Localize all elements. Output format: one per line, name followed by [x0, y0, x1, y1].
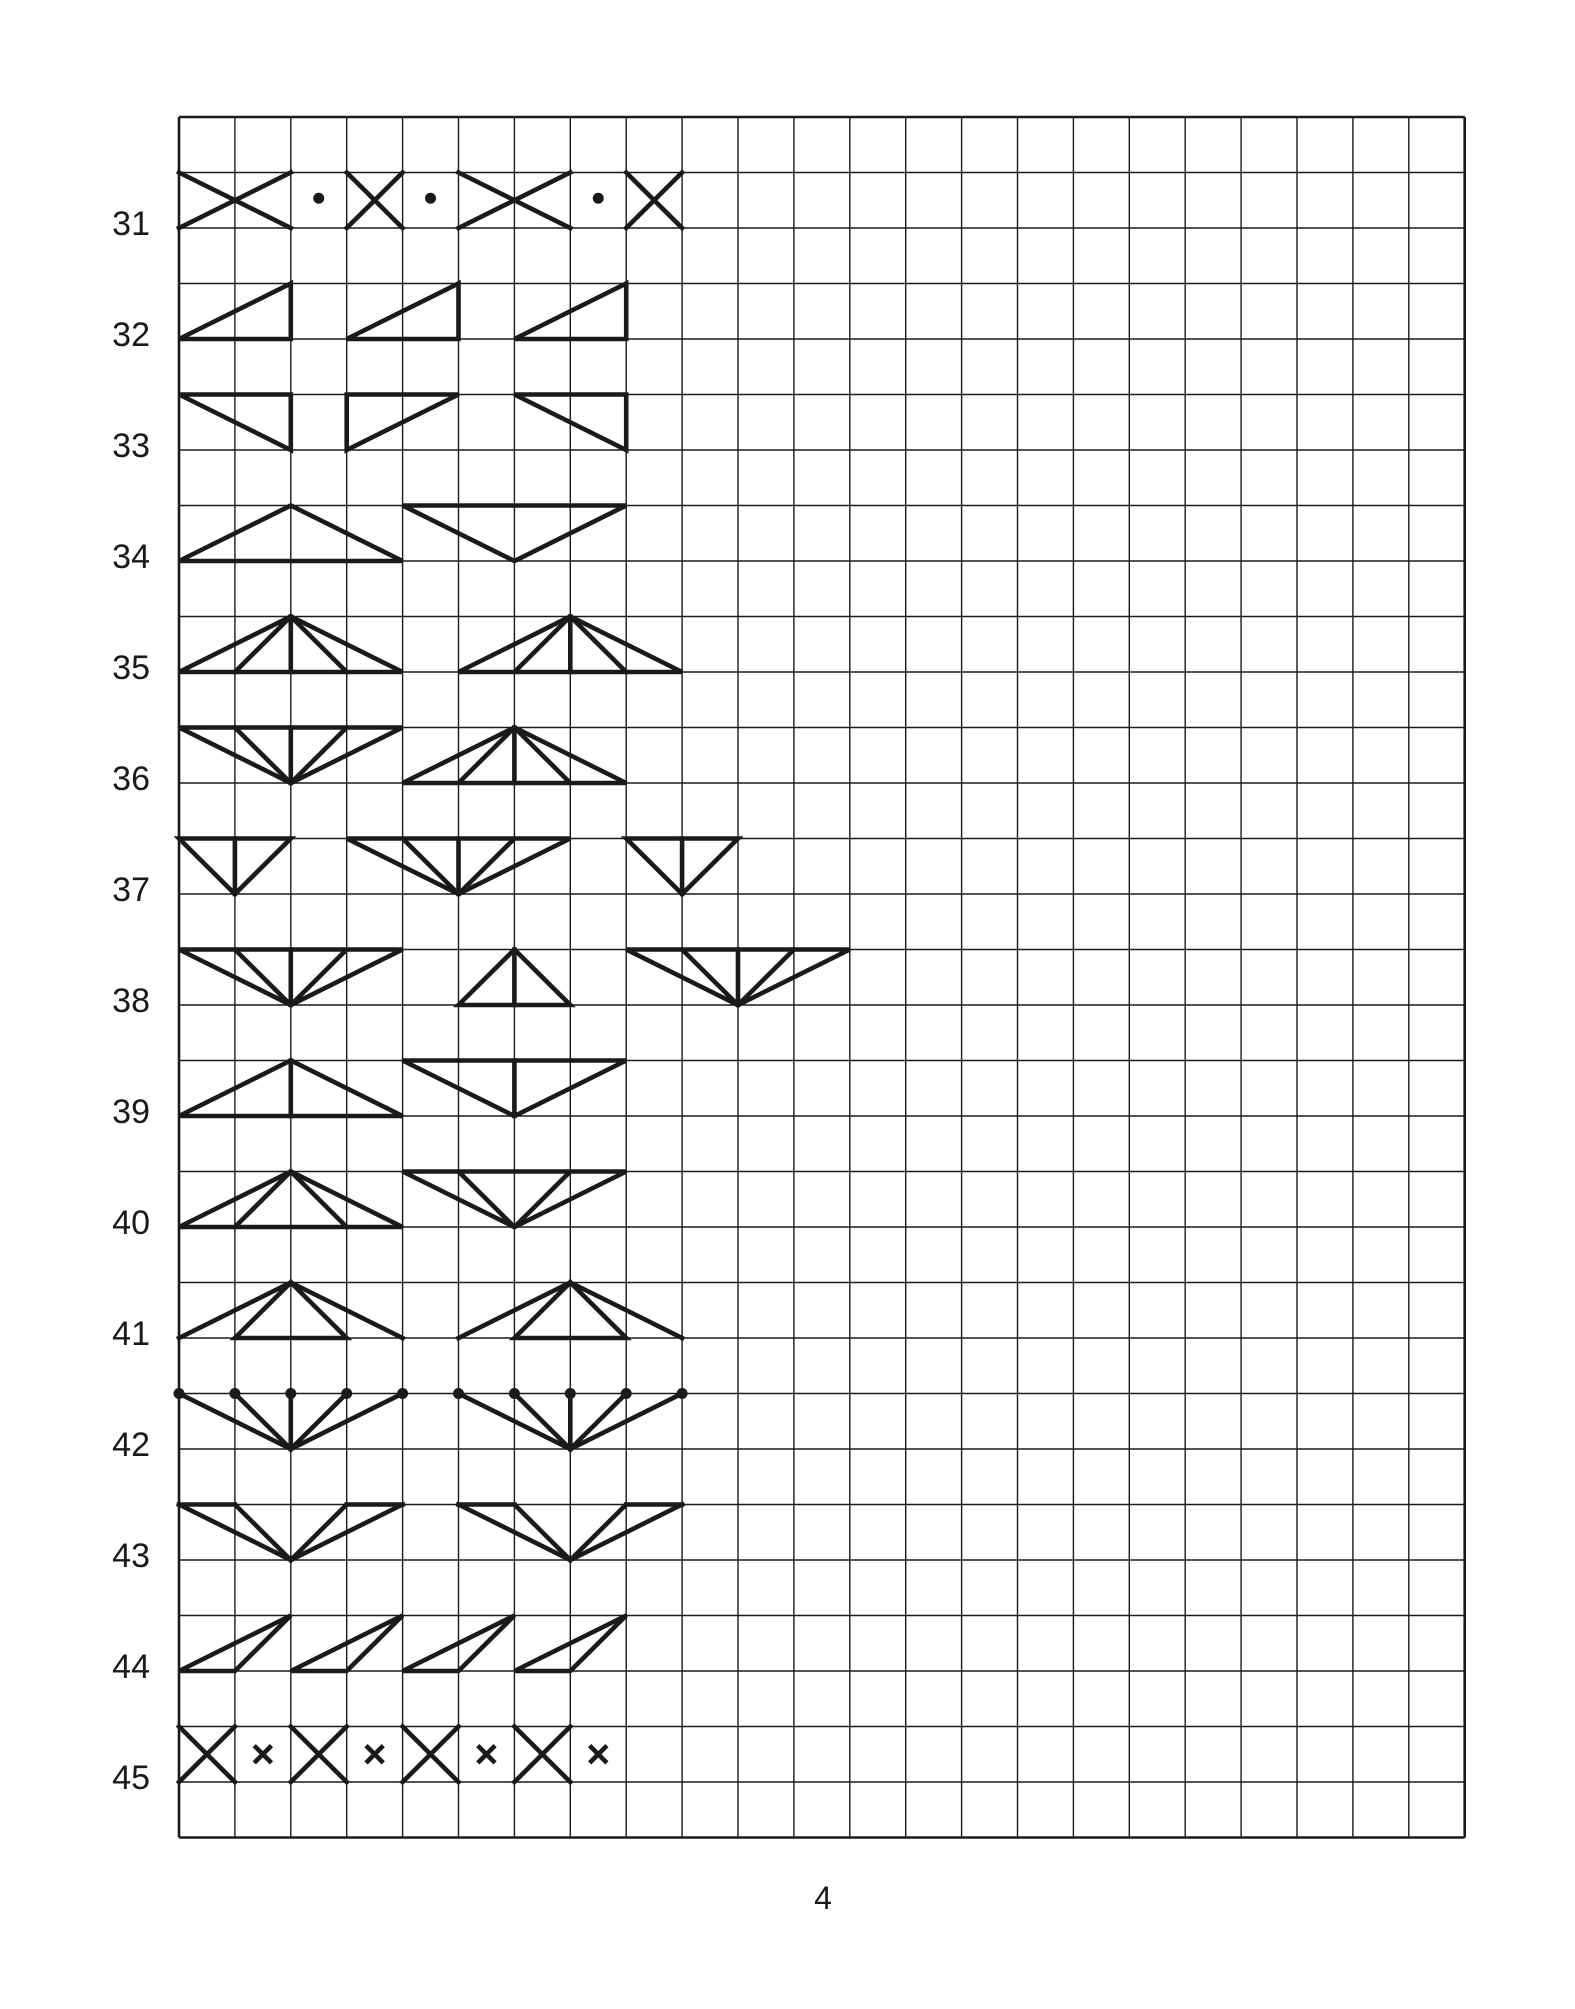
row-label: 36: [112, 760, 150, 798]
row-label: 43: [112, 1537, 150, 1575]
dot-fan-dot: [621, 1388, 632, 1399]
dot-fan-dot: [677, 1388, 688, 1399]
fan-spoke: [235, 1172, 291, 1228]
row-label: 39: [112, 1093, 150, 1131]
stitch-row: [179, 617, 682, 673]
fan-spoke: [291, 617, 347, 673]
dot-fan-spoke: [235, 1394, 291, 1450]
stitch-row: [174, 1388, 688, 1449]
row-label: 41: [112, 1315, 150, 1353]
fan-spoke: [514, 617, 570, 673]
row-label: 31: [112, 205, 150, 243]
fan-spoke: [459, 839, 515, 895]
dot-fan-dot: [397, 1388, 408, 1399]
row-label: 35: [112, 649, 150, 687]
fan-spoke: [738, 950, 794, 1006]
fan-spoke: [235, 617, 291, 673]
dot-fan-spoke: [570, 1394, 626, 1450]
fan-spoke: [459, 728, 515, 784]
grid-lines: [179, 117, 1465, 1838]
fan-spoke: [235, 728, 291, 784]
fan-spoke: [403, 839, 459, 895]
row-label: 33: [112, 427, 150, 465]
fan-spoke: [459, 1172, 515, 1228]
row-label: 38: [112, 982, 150, 1020]
fan-spoke: [291, 950, 347, 1006]
stitch-row: [179, 839, 738, 895]
row-label: 40: [112, 1204, 150, 1242]
dot-fan-dot: [229, 1388, 240, 1399]
row-label: 44: [112, 1648, 150, 1686]
row-label: 42: [112, 1426, 150, 1464]
dot-symbol: [313, 193, 324, 204]
v-shell-symbol: [514, 1505, 570, 1561]
row-label: 32: [112, 316, 150, 354]
stitch-row: [179, 173, 682, 229]
fan-spoke: [514, 728, 570, 784]
dot-fan-dot: [285, 1388, 296, 1399]
fan-spoke: [291, 728, 347, 784]
fan-spoke: [682, 950, 738, 1006]
row-label: 37: [112, 871, 150, 909]
dot-symbol: [593, 193, 604, 204]
row-label: 45: [112, 1759, 150, 1797]
dot-fan-dot: [565, 1388, 576, 1399]
stitch-row: [179, 950, 850, 1006]
v-shell-symbol: [291, 1505, 347, 1561]
dot-fan-dot: [341, 1388, 352, 1399]
dot-fan-spoke: [291, 1394, 347, 1450]
fan-spoke: [235, 950, 291, 1006]
dot-fan-spoke: [514, 1394, 570, 1450]
dot-fan-dot: [453, 1388, 464, 1399]
row-label: 34: [112, 538, 150, 576]
row-labels: [112, 205, 150, 1797]
dot-fan-dot: [174, 1388, 185, 1399]
stitch-row: [179, 1505, 682, 1561]
dot-symbol: [425, 193, 436, 204]
stitch-symbols: [174, 173, 850, 1783]
fan-spoke: [570, 617, 626, 673]
page-number: 4: [814, 1880, 832, 1916]
stitch-row: [179, 1727, 605, 1783]
v-shell-symbol: [235, 1505, 291, 1561]
v-shell-symbol: [570, 1505, 626, 1561]
fan-spoke: [291, 1172, 347, 1228]
dot-fan-dot: [509, 1388, 520, 1399]
fan-spoke: [514, 1172, 570, 1228]
stitch-row: [179, 1283, 682, 1339]
